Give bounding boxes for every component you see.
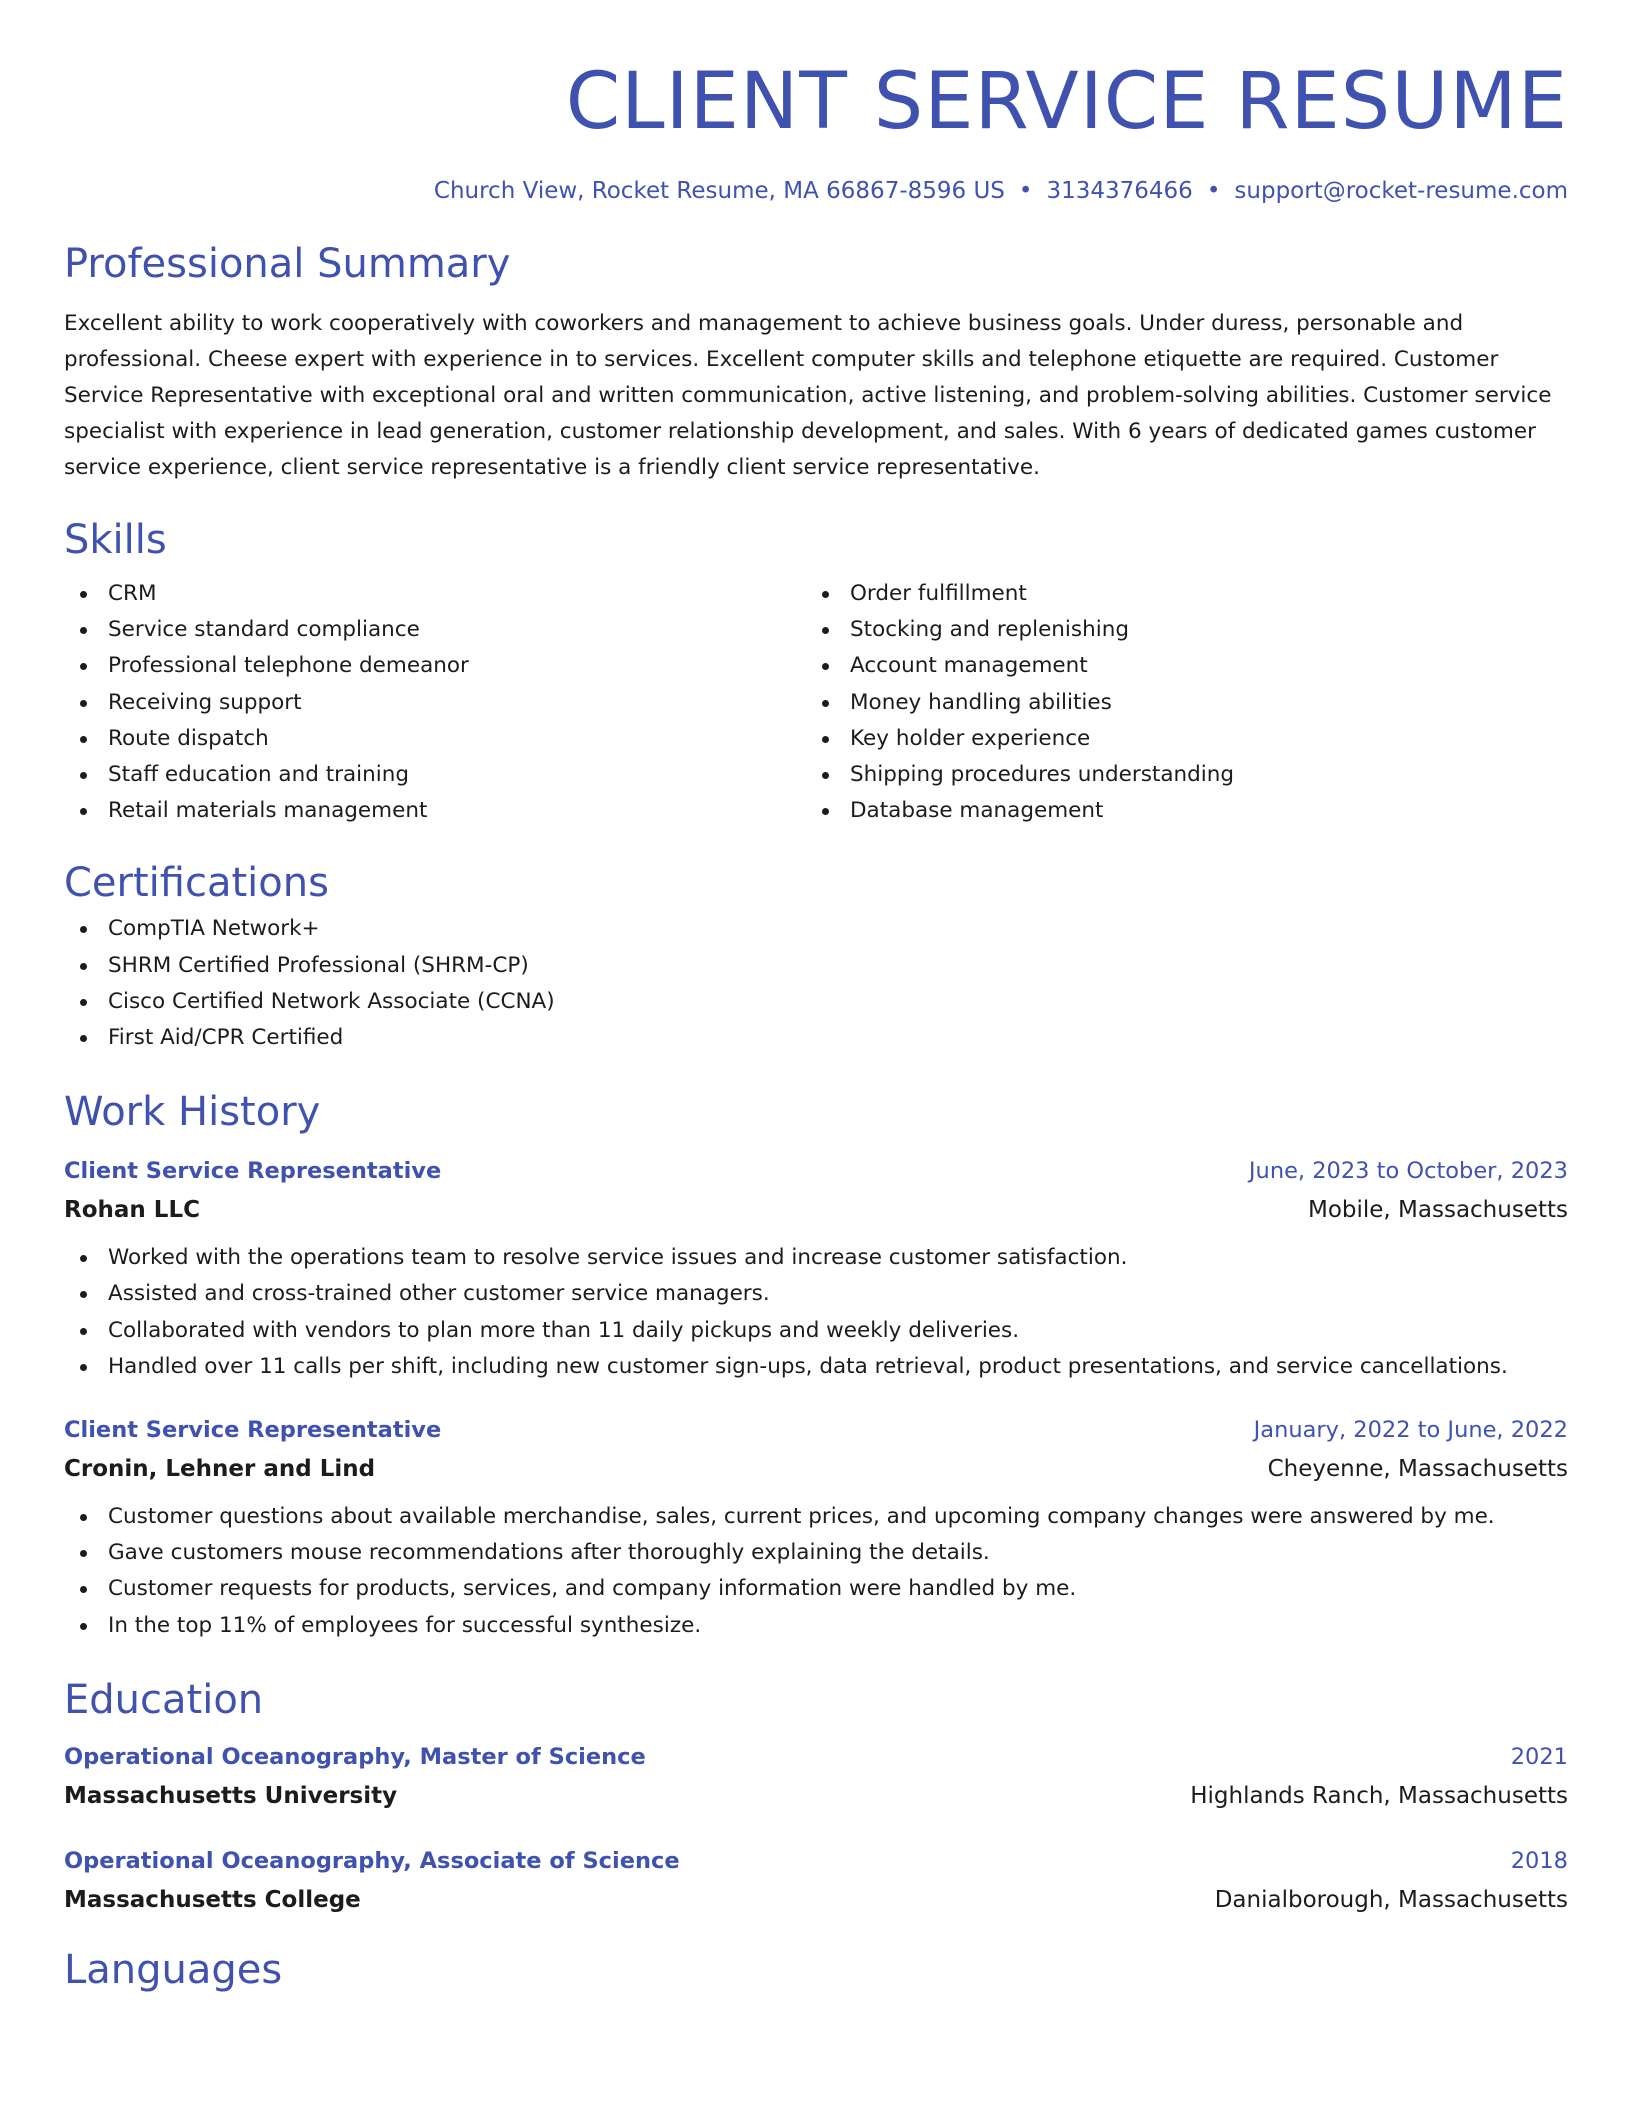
job-duty-text: Worked with the operations team to resolve service issues and increase customer satisfaction. bbox=[108, 1245, 1128, 1271]
education-school-row bbox=[64, 1880, 1568, 1920]
education-school: Massachusetts University bbox=[64, 1782, 398, 1809]
job-header-row bbox=[64, 1411, 1568, 1449]
skill-item bbox=[806, 793, 1548, 829]
skill-item bbox=[806, 721, 1548, 757]
education-school-row bbox=[64, 1776, 1568, 1816]
education-entry bbox=[64, 1738, 1568, 1816]
job-duty-text: Customer questions about available merchandise, sales, current prices, and upcoming company changes were answered by me. bbox=[108, 1504, 1495, 1530]
skill-item bbox=[806, 648, 1548, 684]
job-duty-item bbox=[64, 1276, 1568, 1312]
skill-item bbox=[64, 793, 806, 829]
certifications-list bbox=[64, 911, 1568, 1056]
bullet-icon bbox=[80, 663, 87, 670]
bullet-icon bbox=[80, 808, 87, 815]
job-duty-text: Collaborated with vendors to plan more than 11 daily pickups and weekly deliveries. bbox=[108, 1317, 1020, 1343]
contact-address: Church View, Rocket Resume, MA 66867-8596 US bbox=[433, 178, 1005, 204]
contact-line bbox=[64, 174, 1568, 208]
job-duty-text: Handled over 11 calls per shift, including new customer sign-ups, data retrieval, product presentations, and service cancellations. bbox=[108, 1353, 1508, 1379]
education-location: Danialborough, Massachusetts bbox=[1214, 1886, 1568, 1913]
bullet-icon bbox=[80, 1328, 87, 1335]
bullet-icon bbox=[822, 700, 829, 707]
skill-item bbox=[806, 576, 1548, 612]
certifications-heading: Certifications bbox=[64, 860, 329, 907]
bullet-icon bbox=[80, 1364, 87, 1371]
job-header-row bbox=[64, 1152, 1568, 1190]
job-company: Rohan LLC bbox=[64, 1197, 200, 1224]
contact-separator: • bbox=[1206, 178, 1221, 204]
bullet-icon bbox=[80, 1550, 87, 1557]
bullet-icon bbox=[822, 663, 829, 670]
bullet-icon bbox=[822, 808, 829, 815]
contact-separator: • bbox=[1018, 178, 1033, 204]
education-year: 2021 bbox=[1510, 1743, 1568, 1770]
education-school: Massachusetts College bbox=[64, 1886, 361, 1913]
bullet-icon bbox=[822, 627, 829, 634]
bullet-icon bbox=[80, 963, 87, 970]
job-duties-list bbox=[64, 1499, 1568, 1644]
contact-phone: 3134376466 bbox=[1046, 178, 1193, 204]
education-header-row bbox=[64, 1842, 1568, 1880]
skill-item bbox=[64, 612, 806, 648]
work-history-heading: Work History bbox=[64, 1089, 321, 1136]
job-dates: June, 2023 to October, 2023 bbox=[1248, 1158, 1568, 1185]
job-duty-text: Gave customers mouse recommendations after thoroughly explaining the details. bbox=[108, 1540, 990, 1566]
bullet-icon bbox=[80, 1035, 87, 1042]
education-header-row bbox=[64, 1738, 1568, 1776]
job-duty-text: Customer requests for products, services, and company information were handled by me. bbox=[108, 1576, 1077, 1602]
job-dates: January, 2022 to June, 2022 bbox=[1253, 1417, 1568, 1444]
skill-item bbox=[64, 721, 806, 757]
bullet-icon bbox=[80, 999, 87, 1006]
certification-label: Cisco Certified Network Associate (CCNA) bbox=[108, 988, 555, 1014]
job-duty-item bbox=[64, 1349, 1568, 1385]
bullet-icon bbox=[80, 1623, 87, 1630]
skills-heading: Skills bbox=[64, 517, 167, 563]
skills-list-right bbox=[806, 576, 1548, 829]
skills-columns bbox=[64, 576, 1568, 829]
job-location: Cheyenne, Massachusetts bbox=[1267, 1456, 1568, 1483]
bullet-icon bbox=[80, 1586, 87, 1593]
bullet-icon bbox=[80, 1255, 87, 1262]
skill-label: Account management bbox=[850, 653, 1088, 679]
summary-text: Excellent ability to work cooperatively with coworkers and management to achieve business goals. Under duress, personable and professional. Cheese expert with experience in to services. Excellent computer skills and telephone etiquette are required. Customer Service Representative with exceptional oral and written communication, active listening, and problem-solving abilities. Customer service specialist with experience in lead generation, customer relationship development, and sales. With 6 years of dedicated games customer service experience, client service representative is a friendly client service representative. bbox=[64, 311, 1552, 480]
bullet-icon bbox=[80, 1291, 87, 1298]
skill-label: Retail materials management bbox=[108, 798, 428, 824]
bullet-icon bbox=[80, 926, 87, 933]
languages-heading: Languages bbox=[64, 1946, 283, 1993]
job-company: Cronin, Lehner and Lind bbox=[64, 1456, 376, 1483]
skill-label: Stocking and replenishing bbox=[850, 617, 1129, 643]
certification-item bbox=[64, 948, 1568, 984]
certification-label: First Aid/CPR Certified bbox=[108, 1025, 344, 1051]
bullet-icon bbox=[822, 736, 829, 743]
skill-item bbox=[806, 612, 1548, 648]
contact-email: support@rocket-resume.com bbox=[1234, 178, 1568, 204]
job-title: Client Service Representative bbox=[64, 1417, 442, 1444]
certification-label: CompTIA Network+ bbox=[108, 916, 320, 942]
job-company-row bbox=[64, 1190, 1568, 1230]
skill-item bbox=[64, 648, 806, 684]
certification-item bbox=[64, 984, 1568, 1020]
bullet-icon bbox=[822, 591, 829, 598]
bullet-icon bbox=[80, 736, 87, 743]
skill-label: Money handling abilities bbox=[850, 689, 1112, 715]
bullet-icon bbox=[80, 1514, 87, 1521]
education-heading: Education bbox=[64, 1676, 264, 1723]
education-degree: Operational Oceanography, Associate of Science bbox=[64, 1847, 680, 1874]
education-location: Highlands Ranch, Massachusetts bbox=[1190, 1782, 1568, 1809]
skill-item bbox=[64, 576, 806, 612]
job-duty-item bbox=[64, 1313, 1568, 1349]
job-duty-item bbox=[64, 1571, 1568, 1607]
job-location: Mobile, Massachusetts bbox=[1307, 1197, 1568, 1224]
skill-label: Shipping procedures understanding bbox=[850, 762, 1235, 788]
job-duty-item bbox=[64, 1240, 1568, 1276]
job-duty-item bbox=[64, 1499, 1568, 1535]
job-entry bbox=[64, 1152, 1568, 1385]
skills-column-left bbox=[64, 576, 806, 829]
bullet-icon bbox=[80, 627, 87, 634]
bullet-icon bbox=[80, 700, 87, 707]
education-degree: Operational Oceanography, Master of Science bbox=[64, 1743, 646, 1770]
skill-item bbox=[64, 757, 806, 793]
job-title: Client Service Representative bbox=[64, 1158, 442, 1185]
skills-list-left bbox=[64, 576, 806, 829]
bullet-icon bbox=[80, 591, 87, 598]
resume-title: CLIENT SERVICE RESUME bbox=[565, 57, 1568, 147]
skill-label: Receiving support bbox=[108, 689, 302, 715]
education-year: 2018 bbox=[1510, 1847, 1568, 1874]
summary-heading: Professional Summary bbox=[64, 241, 511, 287]
skill-label: CRM bbox=[108, 581, 157, 606]
skill-item bbox=[806, 757, 1548, 793]
skill-label: Database management bbox=[850, 798, 1104, 824]
job-duty-text: Assisted and cross-trained other customer service managers. bbox=[108, 1281, 770, 1307]
skills-column-right bbox=[806, 576, 1548, 829]
skill-label: Key holder experience bbox=[850, 725, 1091, 751]
resume-page bbox=[64, 0, 1568, 1998]
bullet-icon bbox=[822, 772, 829, 779]
job-duty-text: In the top 11% of employees for successful synthesize. bbox=[108, 1612, 702, 1638]
job-duty-item bbox=[64, 1608, 1568, 1644]
skill-label: Service standard compliance bbox=[108, 617, 420, 643]
skill-item bbox=[806, 685, 1548, 721]
skill-label: Order fulfillment bbox=[850, 581, 1027, 606]
skill-item bbox=[64, 685, 806, 721]
job-entry bbox=[64, 1411, 1568, 1644]
skill-label: Staff education and training bbox=[108, 762, 409, 788]
bullet-icon bbox=[80, 772, 87, 779]
skill-label: Professional telephone demeanor bbox=[108, 653, 469, 679]
job-duty-item bbox=[64, 1535, 1568, 1571]
certification-item bbox=[64, 1020, 1568, 1056]
job-duties-list bbox=[64, 1240, 1568, 1385]
certification-label: SHRM Certified Professional (SHRM-CP) bbox=[108, 952, 529, 978]
skill-label: Route dispatch bbox=[108, 725, 269, 751]
certification-item bbox=[64, 911, 1568, 947]
education-entry bbox=[64, 1842, 1568, 1920]
job-company-row bbox=[64, 1449, 1568, 1489]
